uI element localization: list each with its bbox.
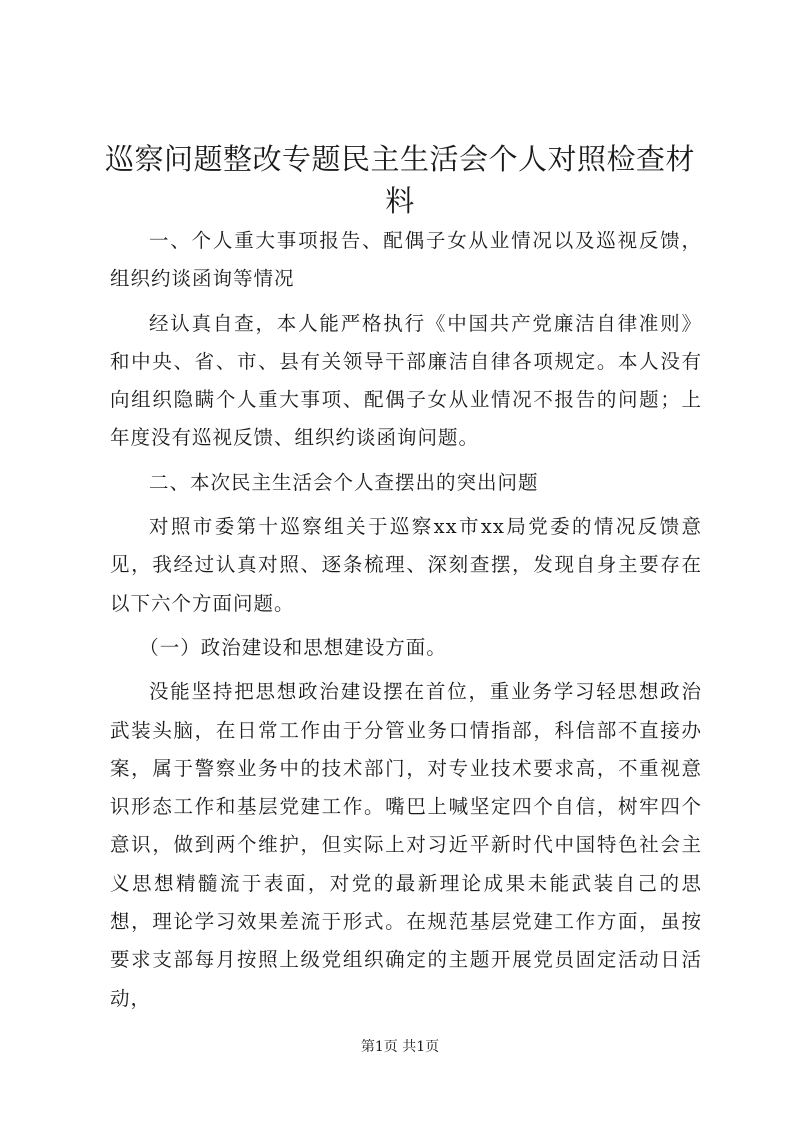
paragraph-political-construction: 没能坚持把思想政治建设摆在首位，重业务学习轻思想政治武装头脑，在日常工作由于分管业务口情指部，科信部不直接办案，属于警察业务中的技术部门，对专业技术要求高，不重视意识形态工作和基层党建工作。嘴巴上喊坚定四个自信，树牢四个意识，做到两个维护，但实际上对习近平新时代中国特色社会主义思想精髓流于表面，对党的最新理论成果未能武装自己的思想，理论学习效果差流于形式。在规范基层党建工作方面，虽按要求支部每月按照上级党组织确定的主题开展党员固定活动日活动， — [110, 680, 702, 1010]
paragraph-self-check: 经认真自查，本人能严格执行《中国共产党廉洁自律准则》和中央、省、市、县有关领导干部廉洁自律各项规定。本人没有向组织隐瞒个人重大事项、配偶子女从业情况不报告的问题；上年度没有巡视反馈、组织约谈函询问题。 — [110, 311, 702, 450]
subsection-heading-1: （一）政治建设和思想建设方面。 — [139, 635, 447, 659]
document-title: 巡察问题整改专题民主生活会个人对照检查材料 — [104, 142, 695, 218]
section-heading-2: 二、本次民主生活会个人查摆出的突出问题 — [149, 470, 539, 494]
document-body — [110, 222, 702, 1024]
paragraph-overview: 对照市委第十巡察组关于巡察xx市xx局党委的情况反馈意见，我经过认真对照、逐条梳理、深刻查摆，发现自身主要存在以下六个方面问题。 — [110, 515, 702, 615]
page-footer: 第1页 共1页 — [360, 1039, 440, 1055]
section-heading-1: 一、个人重大事项报告、配偶子女从业情况以及巡视反馈，组织约谈函询等情况 — [110, 229, 702, 291]
